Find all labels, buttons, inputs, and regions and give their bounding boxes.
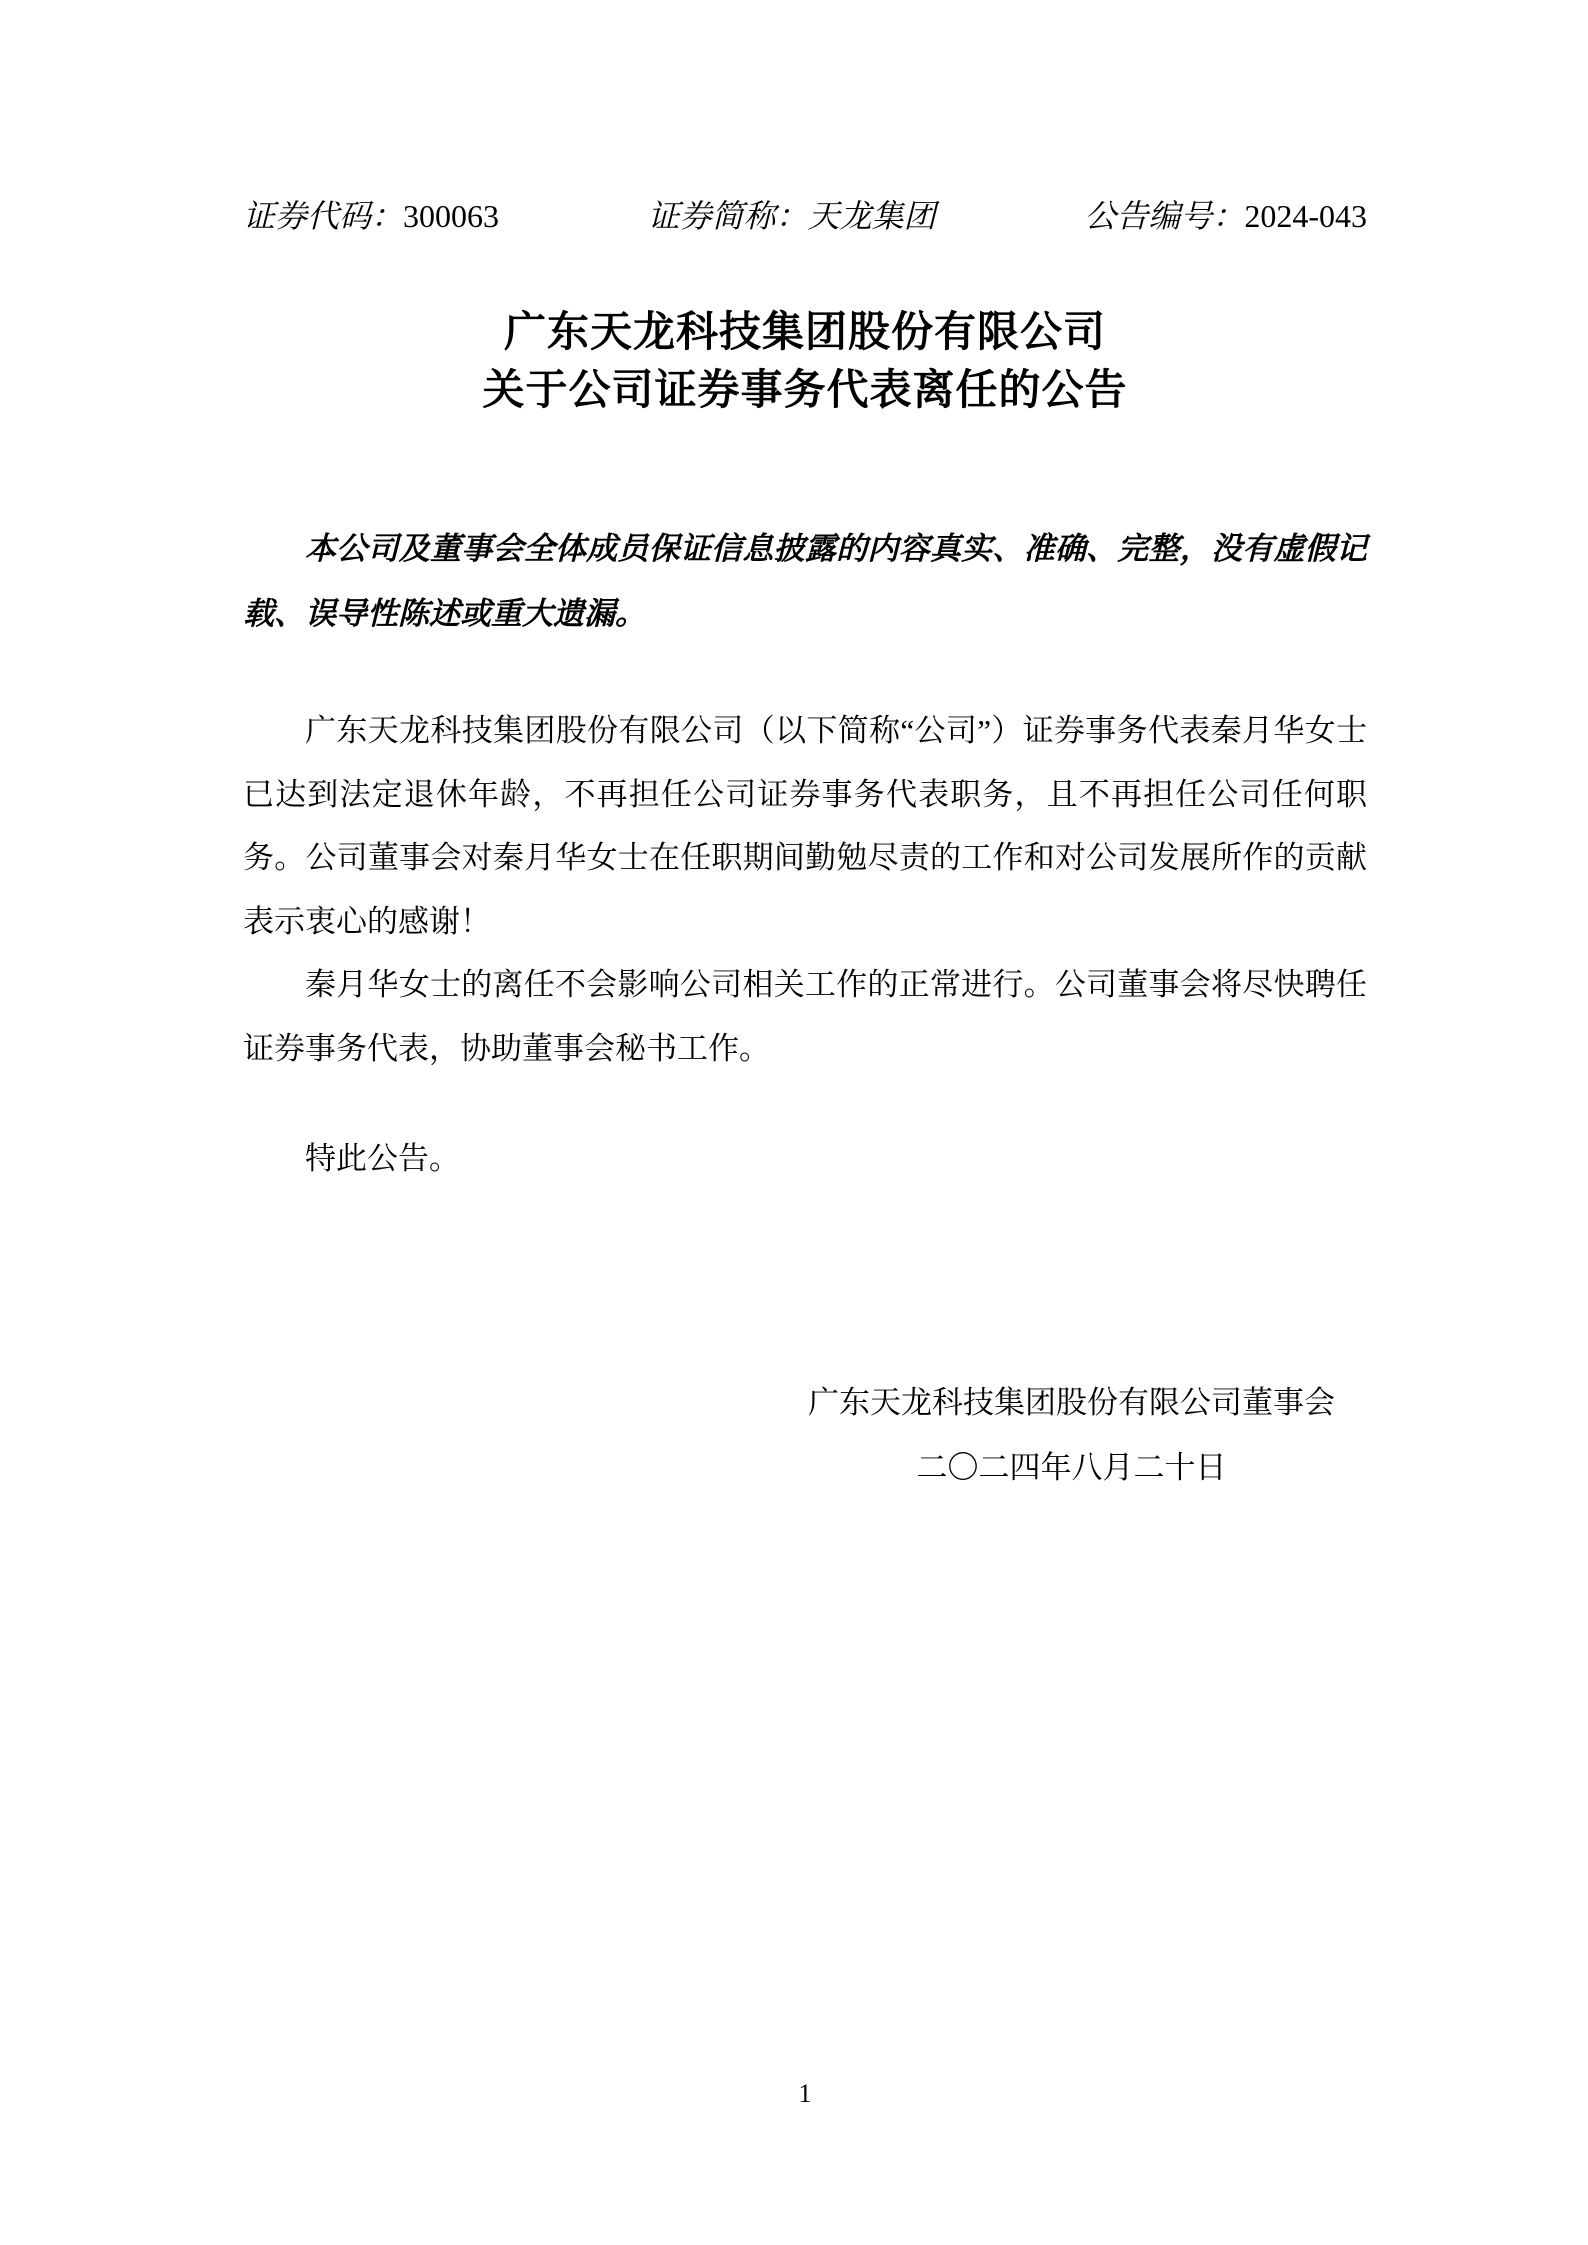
signature-inner (808, 1370, 1335, 1500)
document-header (243, 196, 1367, 236)
body-text (243, 699, 1367, 1080)
announcement-number (1084, 196, 1367, 236)
page-number: 1 (798, 2079, 812, 2108)
title-company-line: 广东天龙科技集团股份有限公司 (503, 308, 1106, 355)
stock-code (243, 196, 499, 236)
title-subject-line: 关于公司证券事务代表离任的公告 (482, 366, 1128, 413)
stock-name-label: 证券简称： (647, 198, 808, 234)
signature-company: 广东天龙科技集团股份有限公司董事会 (808, 1385, 1335, 1420)
stock-code-label: 证券代码： (243, 198, 404, 234)
stock-code-value: 300063 (403, 198, 500, 234)
stock-name (648, 196, 936, 236)
stock-name-value: 天龙集团 (807, 198, 936, 234)
body-paragraph-1: 广东天龙科技集团股份有限公司（以下简称“公司”）证券事务代表秦月华女士已达到法定退休年龄，不再担任公司证券事务代表职务，且不再担任公司任何职务。公司董事会对秦月华女士在任职期间勤勉尽责的工作和对公司发展所作的贡献表示衷心的感谢！ (243, 713, 1367, 939)
board-statement: 本公司及董事会全体成员保证信息披露的内容真实、准确、完整，没有虚假记载、误导性陈述或重大遗漏。 (243, 531, 1367, 631)
signature-block (243, 1370, 1367, 1500)
announcement-number-value: 2024-043 (1244, 198, 1367, 234)
signature-date: 二〇二四年八月二十日 (916, 1450, 1227, 1485)
body-paragraph-2: 秦月华女士的离任不会影响公司相关工作的正常进行。公司董事会将尽快聘任证券事务代表，协助董事会秘书工作。 (243, 967, 1367, 1066)
announcement-number-label: 公告编号： (1084, 198, 1245, 234)
page-title (243, 303, 1367, 419)
closing-statement: 特此公告。 (305, 1141, 460, 1176)
